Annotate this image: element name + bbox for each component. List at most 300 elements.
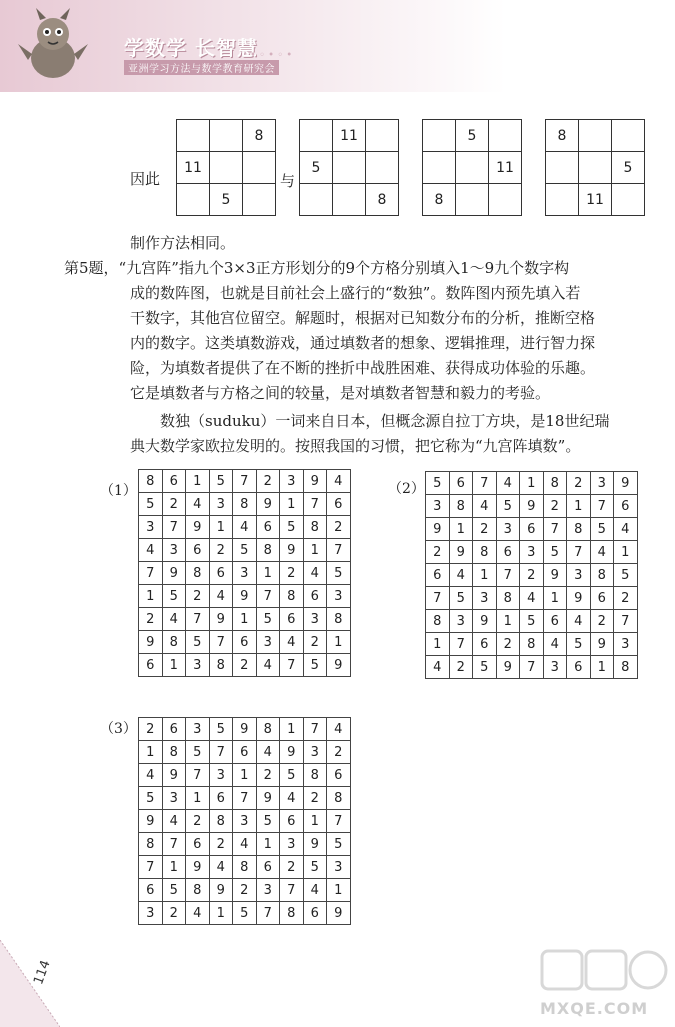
- sudoku-cell: 4: [186, 493, 210, 516]
- grid-3x3-4: [545, 119, 645, 216]
- sudoku-cell: 4: [303, 562, 327, 585]
- sudoku-row: [139, 833, 351, 856]
- sudoku-cell: 2: [256, 470, 280, 493]
- sudoku-cell: 2: [186, 585, 210, 608]
- sudoku-cell: 7: [303, 493, 327, 516]
- sudoku-cell: 8: [209, 654, 233, 677]
- sudoku-cell: 5: [162, 585, 186, 608]
- sudoku-cell: 8: [473, 541, 497, 564]
- sudoku-cell: 9: [614, 472, 638, 495]
- sudoku-cell: 6: [303, 902, 327, 925]
- sudoku-cell: 7: [162, 516, 186, 539]
- sudoku-cell: 1: [496, 610, 520, 633]
- grid-cell: [243, 184, 276, 216]
- sudoku-cell: 5: [449, 587, 473, 610]
- sudoku-grid-2: [425, 471, 638, 679]
- grids-label-and: 与: [280, 172, 296, 190]
- sudoku-cell: 8: [567, 518, 591, 541]
- sudoku-cell: 6: [233, 741, 257, 764]
- sudoku-row: [139, 902, 351, 925]
- puzzle-label-1: （1）: [100, 483, 137, 499]
- sudoku-cell: 6: [496, 541, 520, 564]
- page-number: 114: [31, 958, 54, 987]
- sudoku-cell: 4: [139, 764, 163, 787]
- sudoku-cell: 7: [327, 539, 351, 562]
- grid-cell: [210, 120, 243, 152]
- sudoku-cell: 5: [327, 833, 351, 856]
- grid-cell: [456, 184, 489, 216]
- sudoku-cell: 9: [327, 902, 351, 925]
- sudoku-row: [139, 585, 351, 608]
- sudoku-grid-1: [138, 469, 351, 677]
- sudoku-cell: 7: [567, 541, 591, 564]
- sudoku-cell: 8: [139, 833, 163, 856]
- sudoku-cell: 6: [162, 718, 186, 741]
- sudoku-cell: 5: [139, 493, 163, 516]
- sudoku-cell: 1: [327, 879, 351, 902]
- sudoku-cell: 3: [449, 610, 473, 633]
- sudoku-cell: 3: [139, 516, 163, 539]
- sudoku-cell: 9: [139, 810, 163, 833]
- sudoku-cell: 6: [280, 810, 304, 833]
- grid-cell: [366, 120, 399, 152]
- sudoku-cell: 3: [209, 764, 233, 787]
- grid-cell: 5: [210, 184, 243, 216]
- sudoku-row: [139, 631, 351, 654]
- grid-row: [423, 120, 522, 152]
- sudoku-cell: 1: [303, 539, 327, 562]
- sudoku-cell: 9: [567, 587, 591, 610]
- grid-row: [423, 152, 522, 184]
- sudoku-cell: 5: [233, 539, 257, 562]
- sudoku-cell: 8: [233, 856, 257, 879]
- sudoku-cell: 9: [303, 833, 327, 856]
- sudoku-cell: 4: [209, 585, 233, 608]
- sudoku-cell: 1: [473, 564, 497, 587]
- sudoku-cell: 3: [186, 718, 210, 741]
- sudoku-cell: 3: [543, 656, 567, 679]
- sudoku-cell: 4: [496, 472, 520, 495]
- sudoku-cell: 8: [449, 495, 473, 518]
- sudoku-row: [139, 741, 351, 764]
- sudoku-cell: 9: [256, 493, 280, 516]
- para2-line1: 数独（suduku）一词来自日本，但概念源自拉丁方块，是18世纪瑞: [160, 412, 610, 430]
- para1-line5: 险，为填数者提供了在不断的挫折中战胜困难、获得成功体验的乐趣。: [130, 359, 596, 377]
- sudoku-cell: 1: [186, 787, 210, 810]
- sudoku-cell: 1: [543, 587, 567, 610]
- sudoku-row: [139, 539, 351, 562]
- sudoku-cell: 4: [280, 631, 304, 654]
- sudoku-cell: 1: [139, 741, 163, 764]
- para1-line2: 成的数阵图，也就是目前社会上盛行的“数独”。数阵图内预先填入若: [130, 284, 581, 302]
- sudoku-cell: 4: [280, 787, 304, 810]
- grid-cell: [579, 152, 612, 184]
- grid-cell: [612, 184, 645, 216]
- sudoku-cell: 9: [162, 562, 186, 585]
- grid-row: [546, 152, 645, 184]
- sudoku-cell: 5: [186, 631, 210, 654]
- grid-cell: [546, 184, 579, 216]
- sudoku-cell: 7: [256, 585, 280, 608]
- sudoku-cell: 6: [473, 633, 497, 656]
- sudoku-cell: 7: [280, 879, 304, 902]
- sudoku-row: [139, 764, 351, 787]
- sudoku-cell: 4: [162, 810, 186, 833]
- grid-3x3-2: [299, 119, 399, 216]
- sudoku-cell: 8: [426, 610, 450, 633]
- sudoku-cell: 1: [590, 656, 614, 679]
- sudoku-grid-3: [138, 717, 351, 925]
- sudoku-cell: 2: [280, 856, 304, 879]
- grid-cell: [612, 120, 645, 152]
- sudoku-cell: 2: [473, 518, 497, 541]
- sudoku-cell: 9: [496, 656, 520, 679]
- sudoku-cell: 1: [426, 633, 450, 656]
- sudoku-cell: 9: [256, 787, 280, 810]
- grid-3x3-3: [422, 119, 522, 216]
- sudoku-cell: 8: [162, 631, 186, 654]
- sudoku-cell: 4: [186, 902, 210, 925]
- sudoku-cell: 9: [449, 541, 473, 564]
- grid-cell: 8: [423, 184, 456, 216]
- sudoku-cell: 9: [186, 856, 210, 879]
- sudoku-cell: 1: [233, 764, 257, 787]
- sudoku-cell: 9: [280, 539, 304, 562]
- sudoku-row: [426, 541, 638, 564]
- sudoku-cell: 3: [590, 472, 614, 495]
- sudoku-cell: 7: [186, 764, 210, 787]
- sudoku-cell: 2: [139, 718, 163, 741]
- sudoku-cell: 3: [303, 608, 327, 631]
- sudoku-cell: 6: [209, 787, 233, 810]
- grid-row: [300, 152, 399, 184]
- sudoku-cell: 5: [496, 495, 520, 518]
- sudoku-cell: 4: [520, 587, 544, 610]
- sudoku-cell: 8: [186, 879, 210, 902]
- grid-cell: [333, 184, 366, 216]
- sudoku-cell: 3: [327, 856, 351, 879]
- sudoku-cell: 1: [162, 654, 186, 677]
- sudoku-cell: 8: [303, 764, 327, 787]
- sudoku-cell: 1: [209, 902, 233, 925]
- sudoku-cell: 4: [567, 610, 591, 633]
- sudoku-cell: 1: [327, 631, 351, 654]
- sudoku-cell: 1: [280, 718, 304, 741]
- page-corner-decoration: [0, 940, 60, 1027]
- sudoku-cell: 3: [520, 541, 544, 564]
- sudoku-cell: 4: [590, 541, 614, 564]
- sudoku-cell: 5: [327, 562, 351, 585]
- sudoku-cell: 7: [426, 587, 450, 610]
- page-header: [0, 0, 675, 92]
- sudoku-cell: 8: [280, 585, 304, 608]
- sudoku-cell: 4: [327, 470, 351, 493]
- header-title: 学数学 长智慧: [124, 36, 258, 60]
- sudoku-cell: 3: [162, 539, 186, 562]
- grid-row: [546, 120, 645, 152]
- sudoku-row: [426, 472, 638, 495]
- sudoku-cell: 2: [426, 541, 450, 564]
- sudoku-cell: 2: [303, 631, 327, 654]
- sudoku-row: [426, 495, 638, 518]
- sudoku-cell: 3: [614, 633, 638, 656]
- sudoku-cell: 5: [280, 764, 304, 787]
- sudoku-row: [139, 470, 351, 493]
- sudoku-cell: 7: [327, 810, 351, 833]
- grid-cell: 5: [300, 152, 333, 184]
- sudoku-cell: 1: [233, 608, 257, 631]
- grid-cell: 11: [177, 152, 210, 184]
- sudoku-cell: 5: [256, 810, 280, 833]
- sudoku-cell: 5: [139, 787, 163, 810]
- sudoku-cell: 6: [590, 587, 614, 610]
- grid-row: [177, 152, 276, 184]
- sudoku-cell: 4: [426, 656, 450, 679]
- sudoku-cell: 3: [233, 562, 257, 585]
- sudoku-cell: 7: [209, 631, 233, 654]
- para1-line3: 干数字，其他宫位留空。解题时，根据对已知数分布的分析，推断空格: [130, 309, 596, 327]
- decoration-dots-icon: • ◦ • ◦ •: [250, 50, 293, 61]
- sudoku-cell: 5: [303, 654, 327, 677]
- sudoku-cell: 6: [233, 631, 257, 654]
- sudoku-cell: 8: [496, 587, 520, 610]
- sudoku-cell: 5: [567, 633, 591, 656]
- sudoku-row: [139, 608, 351, 631]
- sudoku-row: [426, 656, 638, 679]
- sudoku-cell: 4: [449, 564, 473, 587]
- grid-cell: [300, 120, 333, 152]
- grid-cell: [300, 184, 333, 216]
- sudoku-cell: 6: [449, 472, 473, 495]
- sudoku-cell: 3: [280, 470, 304, 493]
- sudoku-cell: 2: [233, 879, 257, 902]
- sudoku-cell: 2: [233, 654, 257, 677]
- sudoku-cell: 9: [473, 610, 497, 633]
- sudoku-cell: 7: [303, 718, 327, 741]
- sudoku-row: [426, 564, 638, 587]
- sudoku-cell: 8: [590, 564, 614, 587]
- sudoku-cell: 6: [162, 470, 186, 493]
- sudoku-cell: 6: [280, 608, 304, 631]
- sudoku-cell: 2: [614, 587, 638, 610]
- sudoku-cell: 1: [449, 518, 473, 541]
- sudoku-cell: 5: [520, 610, 544, 633]
- sudoku-cell: 9: [186, 516, 210, 539]
- sudoku-cell: 4: [209, 856, 233, 879]
- grid-cell: [579, 120, 612, 152]
- grid-row: [423, 184, 522, 216]
- sudoku-cell: 1: [520, 472, 544, 495]
- sudoku-cell: 1: [162, 856, 186, 879]
- sudoku-cell: 8: [327, 608, 351, 631]
- sudoku-cell: 6: [256, 516, 280, 539]
- grid-row: [546, 184, 645, 216]
- sudoku-cell: 2: [139, 608, 163, 631]
- grid-cell: [243, 152, 276, 184]
- sudoku-cell: 3: [186, 654, 210, 677]
- sudoku-cell: 1: [614, 541, 638, 564]
- sudoku-cell: 9: [233, 585, 257, 608]
- grid-cell: [366, 152, 399, 184]
- sudoku-cell: 4: [614, 518, 638, 541]
- sudoku-cell: 4: [256, 741, 280, 764]
- grid-3x3-1: [176, 119, 276, 216]
- grid-cell: 5: [456, 120, 489, 152]
- sudoku-cell: 6: [426, 564, 450, 587]
- sudoku-row: [139, 516, 351, 539]
- grid-cell: [177, 184, 210, 216]
- sudoku-cell: 3: [327, 585, 351, 608]
- sudoku-cell: 8: [303, 516, 327, 539]
- sudoku-cell: 7: [186, 608, 210, 631]
- sudoku-cell: 2: [280, 562, 304, 585]
- sudoku-cell: 7: [256, 902, 280, 925]
- sudoku-row: [139, 856, 351, 879]
- sudoku-cell: 3: [139, 902, 163, 925]
- puzzle-label-2: （2）: [388, 481, 425, 497]
- sudoku-cell: 7: [139, 856, 163, 879]
- sudoku-cell: 6: [256, 856, 280, 879]
- sudoku-cell: 3: [256, 631, 280, 654]
- sudoku-cell: 1: [280, 493, 304, 516]
- sudoku-cell: 2: [567, 472, 591, 495]
- puzzle-label-3: （3）: [100, 721, 137, 737]
- grid-cell: [333, 152, 366, 184]
- sudoku-cell: 3: [209, 493, 233, 516]
- sudoku-cell: 1: [139, 585, 163, 608]
- sudoku-cell: 8: [614, 656, 638, 679]
- sudoku-row: [426, 610, 638, 633]
- grid-cell: [210, 152, 243, 184]
- sudoku-cell: 1: [567, 495, 591, 518]
- sudoku-cell: 6: [186, 539, 210, 562]
- sudoku-cell: 6: [327, 764, 351, 787]
- sudoku-cell: 3: [162, 787, 186, 810]
- grid-row: [177, 120, 276, 152]
- sudoku-row: [139, 787, 351, 810]
- sudoku-cell: 9: [209, 879, 233, 902]
- sudoku-cell: 7: [233, 787, 257, 810]
- sudoku-cell: 1: [209, 516, 233, 539]
- sudoku-cell: 4: [473, 495, 497, 518]
- grid-row: [177, 184, 276, 216]
- grid-cell: 11: [489, 152, 522, 184]
- sudoku-cell: 2: [186, 810, 210, 833]
- para1-line6: 它是填数者与方格之间的较量，是对填数者智慧和毅力的考验。: [130, 384, 551, 402]
- sudoku-cell: 8: [186, 562, 210, 585]
- sudoku-cell: 6: [303, 585, 327, 608]
- grid-cell: [489, 120, 522, 152]
- sudoku-cell: 5: [280, 516, 304, 539]
- sudoku-cell: 6: [209, 562, 233, 585]
- sudoku-cell: 8: [256, 539, 280, 562]
- grid-cell: 11: [579, 184, 612, 216]
- sudoku-cell: 9: [209, 608, 233, 631]
- sudoku-cell: 7: [614, 610, 638, 633]
- sudoku-cell: 2: [520, 564, 544, 587]
- watermark-text: MXQE.COM: [540, 999, 649, 1018]
- sudoku-cell: 2: [256, 764, 280, 787]
- grid-cell: [489, 184, 522, 216]
- sudoku-cell: 8: [139, 470, 163, 493]
- sudoku-cell: 6: [567, 656, 591, 679]
- header-subtitle: 亚洲学习方法与数学教育研究会: [124, 60, 279, 75]
- dragon-mascot-icon: [8, 6, 98, 86]
- sudoku-cell: 4: [162, 608, 186, 631]
- sudoku-cell: 9: [233, 718, 257, 741]
- sudoku-cell: 4: [256, 654, 280, 677]
- sudoku-row: [139, 718, 351, 741]
- grid-cell: [546, 152, 579, 184]
- sudoku-row: [139, 654, 351, 677]
- sudoku-cell: 1: [186, 470, 210, 493]
- sudoku-row: [139, 493, 351, 516]
- sudoku-cell: 6: [543, 610, 567, 633]
- sudoku-cell: 5: [256, 608, 280, 631]
- sudoku-cell: 5: [186, 741, 210, 764]
- grid-cell: 8: [243, 120, 276, 152]
- sudoku-cell: 5: [162, 879, 186, 902]
- sudoku-cell: 2: [162, 493, 186, 516]
- sudoku-cell: 5: [233, 902, 257, 925]
- sudoku-cell: 5: [426, 472, 450, 495]
- sudoku-cell: 7: [590, 495, 614, 518]
- sudoku-cell: 2: [590, 610, 614, 633]
- para1-line4: 内的数字。这类填数游戏，通过填数者的想象、逻辑推理，进行智力探: [130, 334, 596, 352]
- sudoku-cell: 6: [520, 518, 544, 541]
- grid-cell: 5: [612, 152, 645, 184]
- sudoku-cell: 2: [209, 539, 233, 562]
- sudoku-cell: 7: [496, 564, 520, 587]
- sudoku-cell: 9: [280, 741, 304, 764]
- sudoku-cell: 1: [256, 833, 280, 856]
- sudoku-cell: 3: [426, 495, 450, 518]
- sudoku-cell: 7: [449, 633, 473, 656]
- sudoku-cell: 3: [567, 564, 591, 587]
- grid-cell: [423, 120, 456, 152]
- sudoku-cell: 9: [590, 633, 614, 656]
- watermark-logo: [540, 945, 670, 1025]
- sudoku-cell: 8: [162, 741, 186, 764]
- sudoku-cell: 5: [209, 718, 233, 741]
- grid-row: [300, 120, 399, 152]
- sudoku-cell: 1: [256, 562, 280, 585]
- sudoku-cell: 7: [520, 656, 544, 679]
- grid-cell: 11: [333, 120, 366, 152]
- sudoku-cell: 8: [280, 902, 304, 925]
- sudoku-cell: 4: [303, 879, 327, 902]
- sudoku-cell: 7: [139, 562, 163, 585]
- sudoku-cell: 2: [209, 833, 233, 856]
- sudoku-cell: 5: [473, 656, 497, 679]
- sudoku-cell: 6: [327, 493, 351, 516]
- sudoku-cell: 7: [473, 472, 497, 495]
- sudoku-cell: 2: [543, 495, 567, 518]
- grid-cell: [423, 152, 456, 184]
- sudoku-cell: 5: [209, 470, 233, 493]
- sudoku-row: [426, 518, 638, 541]
- sudoku-cell: 8: [256, 718, 280, 741]
- sudoku-cell: 6: [186, 833, 210, 856]
- sudoku-row: [139, 562, 351, 585]
- sudoku-cell: 9: [303, 470, 327, 493]
- sudoku-cell: 4: [233, 833, 257, 856]
- sudoku-cell: 6: [139, 654, 163, 677]
- sudoku-cell: 4: [139, 539, 163, 562]
- text-same-method: 制作方法相同。: [130, 234, 236, 252]
- sudoku-cell: 7: [233, 470, 257, 493]
- grid-row: [300, 184, 399, 216]
